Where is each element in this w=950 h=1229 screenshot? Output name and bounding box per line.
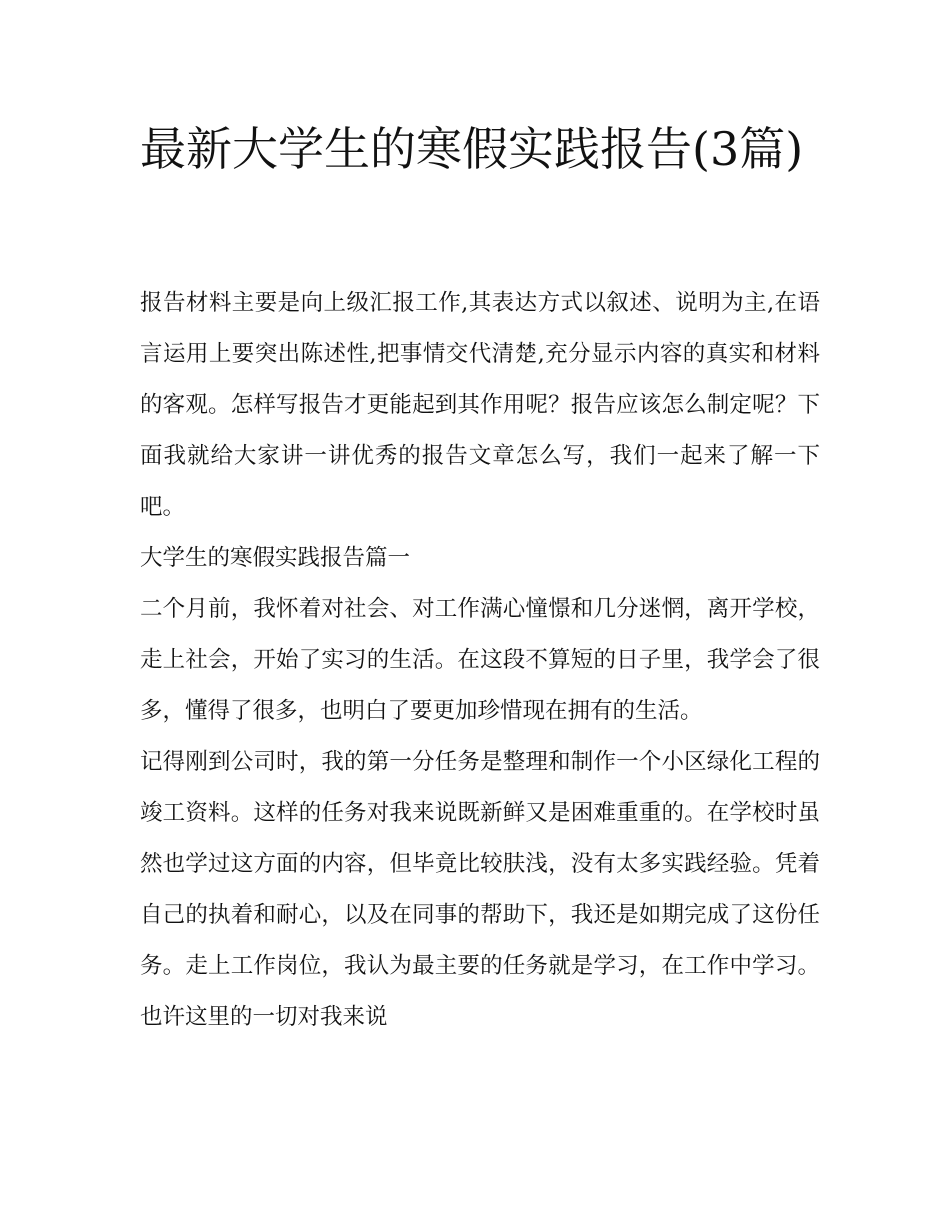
body-paragraph: 记得刚到公司时，我的第一分任务是整理和制作一个小区绿化工程的竣工资料。这样的任务对我来说既新鲜又是困难重重的。在学校时虽然也学过这方面的内容，但毕竟比较肤浅，没有太多实践经验。凭着自己的执着和耐心，以及在同事的帮助下，我还是如期完成了这份任务。走上工作岗位，我认为最主要的任务就是学习，在工作中学习。也许这里的一切对我来说 bbox=[140, 749, 820, 1030]
intro-paragraph: 报告材料主要是向上级汇报工作,其表达方式以叙述、说明为主,在语言运用上要突出陈述性,把事情交代清楚,充分显示内容的真实和材料的客观。怎样写报告才更能起到其作用呢？报告应该怎么制定呢？下面我就给大家讲一讲优秀的报告文章怎么写，我们一起来了解一下吧。 bbox=[140, 290, 820, 520]
section-heading: 大学生的寒假实践报告篇一 bbox=[140, 545, 411, 571]
document-title: 最新大学生的寒假实践报告(3篇) bbox=[140, 122, 804, 176]
body-paragraph: 二个月前，我怀着对社会、对工作满心憧憬和几分迷惘，离开学校，走上社会，开始了实习的生活。在这段不算短的日子里，我学会了很多，懂得了很多，也明白了要更加珍惜现在拥有的生活。 bbox=[140, 596, 820, 724]
document-body bbox=[140, 278, 820, 1043]
